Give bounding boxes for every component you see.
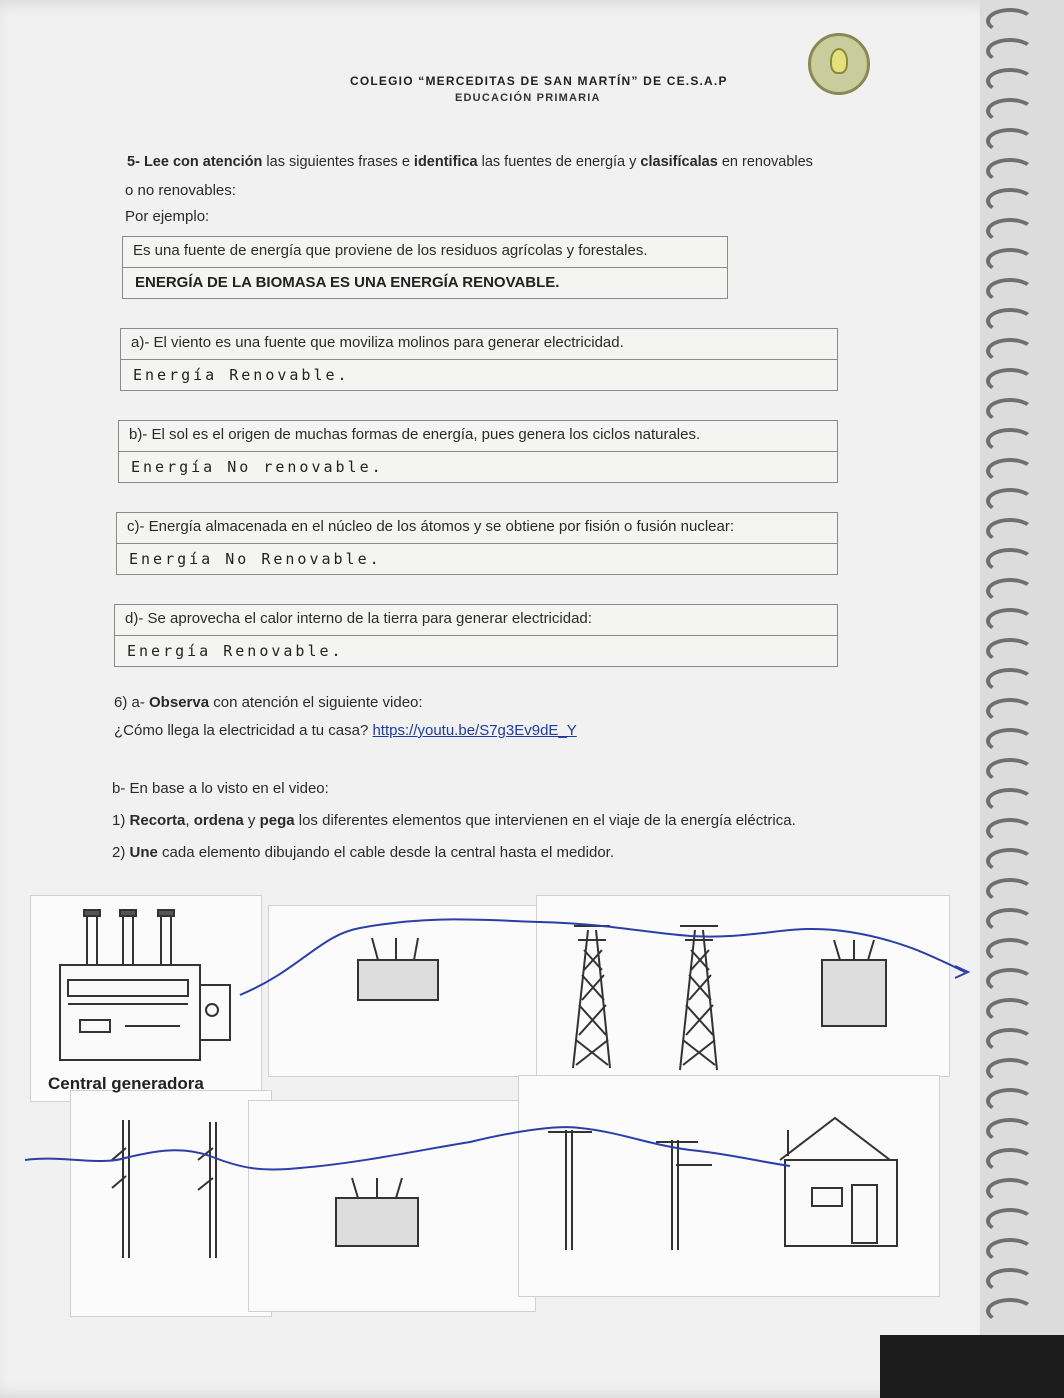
item-a-box [120, 328, 838, 391]
item-b-question: b)- El sol es el origen de muchas formas de energía, pues genera los ciclos naturales. [119, 421, 837, 452]
q5-instruction-line2: o no renovables: [125, 182, 236, 199]
spiral-ring [986, 248, 1034, 274]
spiral-ring [986, 218, 1034, 244]
utility-pole-icon-4 [656, 1140, 712, 1250]
item-d-question: d)- Se aprovecha el calor interno de la tierra para generar electricidad: [115, 605, 837, 636]
q6-step1: 1) Recorta, ordena y pega los diferentes elementos que intervienen en el viaje de la energía eléctrica. [112, 812, 796, 829]
spiral-ring [986, 1148, 1034, 1174]
spiral-ring [986, 938, 1034, 964]
spiral-ring [986, 398, 1034, 424]
spiral-binding [980, 0, 1064, 1335]
q6-a-instruction: 6) a- Observa con atención el siguiente video: [114, 694, 423, 711]
spiral-ring [986, 818, 1034, 844]
spiral-ring [986, 8, 1034, 34]
spiral-ring [986, 668, 1034, 694]
spiral-ring [986, 758, 1034, 784]
spiral-ring [986, 1088, 1034, 1114]
transformer-icon-3 [822, 940, 886, 1026]
transmission-tower-icon-1 [573, 926, 610, 1068]
spiral-ring [986, 308, 1034, 334]
school-level: EDUCACIÓN PRIMARIA [455, 92, 601, 104]
spiral-ring [986, 278, 1034, 304]
spiral-ring [986, 98, 1034, 124]
spiral-ring [986, 998, 1034, 1024]
spiral-ring [986, 908, 1034, 934]
spiral-ring [986, 488, 1034, 514]
school-logo [808, 33, 870, 95]
spiral-ring [986, 698, 1034, 724]
spiral-ring [986, 518, 1034, 544]
item-a-answer[interactable]: Energía Renovable. [133, 366, 350, 384]
item-d-answer[interactable]: Energía Renovable. [127, 642, 344, 660]
utility-pole-icon-2 [198, 1122, 216, 1258]
bulb-icon [830, 48, 848, 74]
item-c-answer[interactable]: Energía No Renovable. [129, 550, 382, 568]
spiral-ring [986, 38, 1034, 64]
energy-journey-diagram [0, 860, 1000, 1330]
spiral-ring [986, 1208, 1034, 1234]
spiral-ring [986, 338, 1034, 364]
item-b-answer[interactable]: Energía No renovable. [131, 458, 384, 476]
transformer-icon-1 [358, 938, 438, 1000]
spiral-ring [986, 188, 1034, 214]
item-a-question: a)- El viento es una fuente que moviliza molinos para generar electricidad. [121, 329, 837, 360]
q6-b-instruction: b- En base a lo visto en el video: [112, 780, 329, 797]
spiral-ring [986, 848, 1034, 874]
spiral-ring [986, 128, 1034, 154]
example-answer: ENERGÍA DE LA BIOMASA ES UNA ENERGÍA RENOVABLE. [135, 274, 560, 291]
item-d-box [114, 604, 838, 667]
spiral-ring [986, 1178, 1034, 1204]
spiral-ring [986, 638, 1034, 664]
spiral-ring [986, 428, 1034, 454]
house-icon [780, 1118, 897, 1246]
utility-pole-icon-3 [548, 1130, 592, 1250]
spiral-ring [986, 1238, 1034, 1264]
q5-instruction: 5- Lee con atención las siguientes frases e identifica las fuentes de energía y clasifícalas en renovables [127, 154, 813, 170]
example-label: Por ejemplo: [125, 208, 210, 225]
spiral-ring [986, 968, 1034, 994]
item-c-box [116, 512, 838, 575]
q6-question: ¿Cómo llega la electricidad a tu casa? https://youtu.be/S7g3Ev9dE_Y [114, 722, 577, 739]
example-question: Es una fuente de energía que proviene de los residuos agrícolas y forestales. [123, 237, 727, 268]
utility-pole-icon-1 [112, 1120, 129, 1258]
spiral-ring [986, 608, 1034, 634]
spiral-ring [986, 1118, 1034, 1144]
spiral-ring [986, 158, 1034, 184]
transmission-tower-icon-2 [680, 926, 718, 1070]
power-plant-icon [60, 910, 230, 1060]
spiral-ring [986, 368, 1034, 394]
spiral-ring [986, 458, 1034, 484]
transformer-icon-2 [336, 1178, 418, 1246]
spiral-ring [986, 578, 1034, 604]
item-b-box [118, 420, 838, 483]
spiral-ring [986, 1028, 1034, 1054]
example-box [122, 236, 728, 299]
spiral-ring [986, 68, 1034, 94]
q6-step2: 2) Une cada elemento dibujando el cable desde la central hasta el medidor. [112, 844, 614, 861]
table-background [880, 1335, 1064, 1398]
spiral-ring [986, 878, 1034, 904]
spiral-ring [986, 1298, 1034, 1324]
central-label: Central generadora [48, 1074, 204, 1093]
item-c-question: c)- Energía almacenada en el núcleo de los átomos y se obtiene por fisión o fusión nuclear: [117, 513, 837, 544]
school-name: COLEGIO “MERCEDITAS DE SAN MARTÍN” DE CE.S.A.P [350, 74, 728, 88]
spiral-ring [986, 1268, 1034, 1294]
spiral-ring [986, 1058, 1034, 1084]
spiral-ring [986, 788, 1034, 814]
spiral-ring [986, 728, 1034, 754]
spiral-ring [986, 548, 1034, 574]
video-link[interactable]: https://youtu.be/S7g3Ev9dE_Y [372, 722, 577, 739]
